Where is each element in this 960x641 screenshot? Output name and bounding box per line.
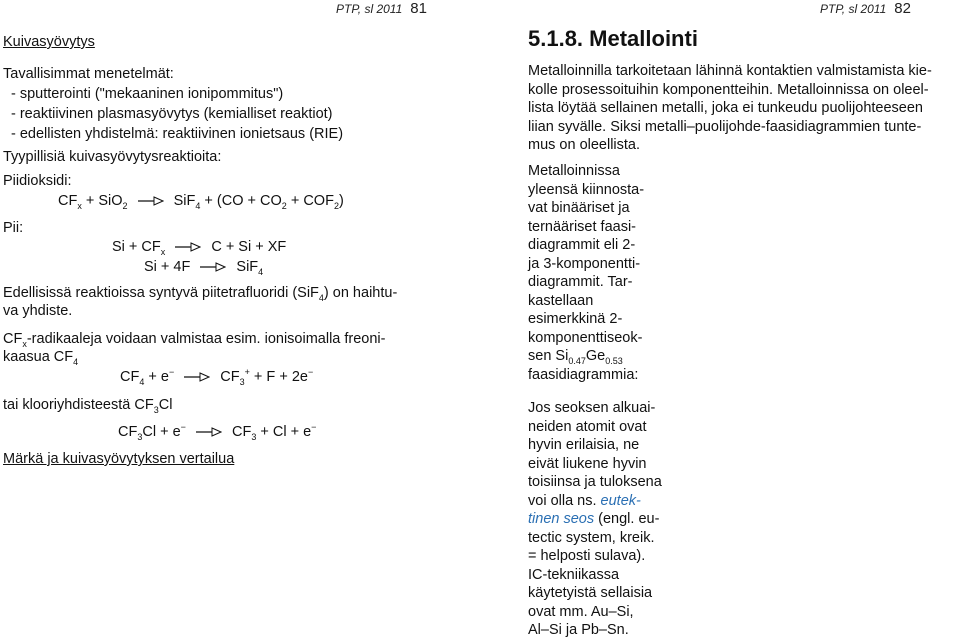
- equation-cf4: $CF_4 + e^-$ $CF_3^+ + F + 2e^-$: [120, 367, 314, 387]
- oxide-label: Piidioksidi:: [3, 173, 72, 189]
- reaction-arrow-icon: [184, 372, 210, 382]
- method-item: - edellisten yhdistelmä: reaktiivinen ionietsaus (RIE): [11, 126, 344, 142]
- paragraph-cfx: $CF_x$-radikaaleja voidaan valmistaa esim. ionisoimalla freoni-: [3, 331, 386, 349]
- right-page-number: 82: [894, 0, 911, 17]
- equation-cf3cl: $CF_3Cl + e^-$ $CF_3 + Cl + e^-$: [118, 422, 317, 442]
- intro-paragraph: Metalloinnilla tarkoitetaan lähinnä kontaktien valmistamista kie- kolle prosessoituihin komponentteihin. Metalloinnissa on oleel- lista löytää sellainen metalli, joka ei tunkeudu puolijohteeseen liian syvälle. Siksi metalli–puolijohde-faasidiagrammien tunte- mus on oleellista.: [528, 63, 932, 153]
- equation-silicon-2: Si + 4F SiF$_4$: [144, 259, 264, 277]
- method-item: - sputterointi ("mekaaninen ionipommitus"): [11, 86, 284, 102]
- reaction-arrow-icon: [200, 262, 226, 272]
- equation-silicon-1: $Si + CF_x$ C + Si + XF: [112, 239, 287, 257]
- silicon-label: Pii:: [3, 220, 24, 236]
- paragraph-cfx-cont: kaasua $CF_4$: [3, 349, 79, 367]
- right-page-header: PTP, sl 2011 82: [820, 0, 911, 17]
- eutectic-link-cont[interactable]: tinen seos: [528, 511, 595, 527]
- reaction-arrow-icon: [196, 427, 222, 437]
- eutectic-paragraph: Jos seoksen alkuai- neiden atomit ovat hyvin erilaisia, ne eivät liukene hyvin toisiinsa ja tuloksena voi olla ns. eutek- tinen seos (engl. eu- tectic system, kreik. = helposti sulava). IC-tekniikassa käytetyistä sellaisia ovat mm. Au–Si, Al–Si ja Pb–Sn.: [528, 400, 662, 638]
- reaction-arrow-icon: [175, 242, 201, 252]
- left-page-number: 81: [410, 0, 427, 17]
- method-item: - reaktiivinen plasmasyövytys (kemialliset reaktiot): [11, 106, 333, 122]
- heading-kuivasyovytys: Kuivasyövytys: [3, 34, 95, 50]
- equation-silicon-dioxide: $CF_x + SiO_2$ $SiF_4 + (CO + CO_2 + COF_2)$: [58, 193, 344, 211]
- eutectic-link[interactable]: eutek-: [600, 492, 641, 509]
- methods-intro: Tavallisimmat menetelmät:: [3, 66, 174, 82]
- typical-reactions-label: Tyypillisiä kuivasyövytysreaktioita:: [3, 149, 222, 165]
- paragraph-sif4: Edellisissä reaktioissa syntyvä piitetrafluoridi (SiF$_4$) on haihtu-: [3, 285, 398, 303]
- paragraph-cf3cl: tai klooriyhdisteestä $CF_3Cl$: [3, 397, 173, 415]
- section-title-metallointi: 5.1.8. Metallointi: [528, 26, 698, 51]
- left-page-header: PTP, sl 2011 81: [336, 0, 427, 17]
- paragraph-sif4-cont: va yhdiste.: [3, 303, 73, 319]
- reaction-arrow-icon: [138, 196, 164, 206]
- comparison-link[interactable]: Märkä ja kuivasyövytyksen vertailua: [3, 451, 235, 467]
- binary-ternary-paragraph: Metalloinnissa yleensä kiinnosta- vat binääriset ja ternääriset faasi- diagrammit eli 2- ja 3-komponentti- diagrammit. Tar- kastellaan esimerkkinä 2- komponenttiseok- sen $Si_{0.47}Ge_{0.53}$ faasidiagrammia:: [528, 163, 645, 383]
